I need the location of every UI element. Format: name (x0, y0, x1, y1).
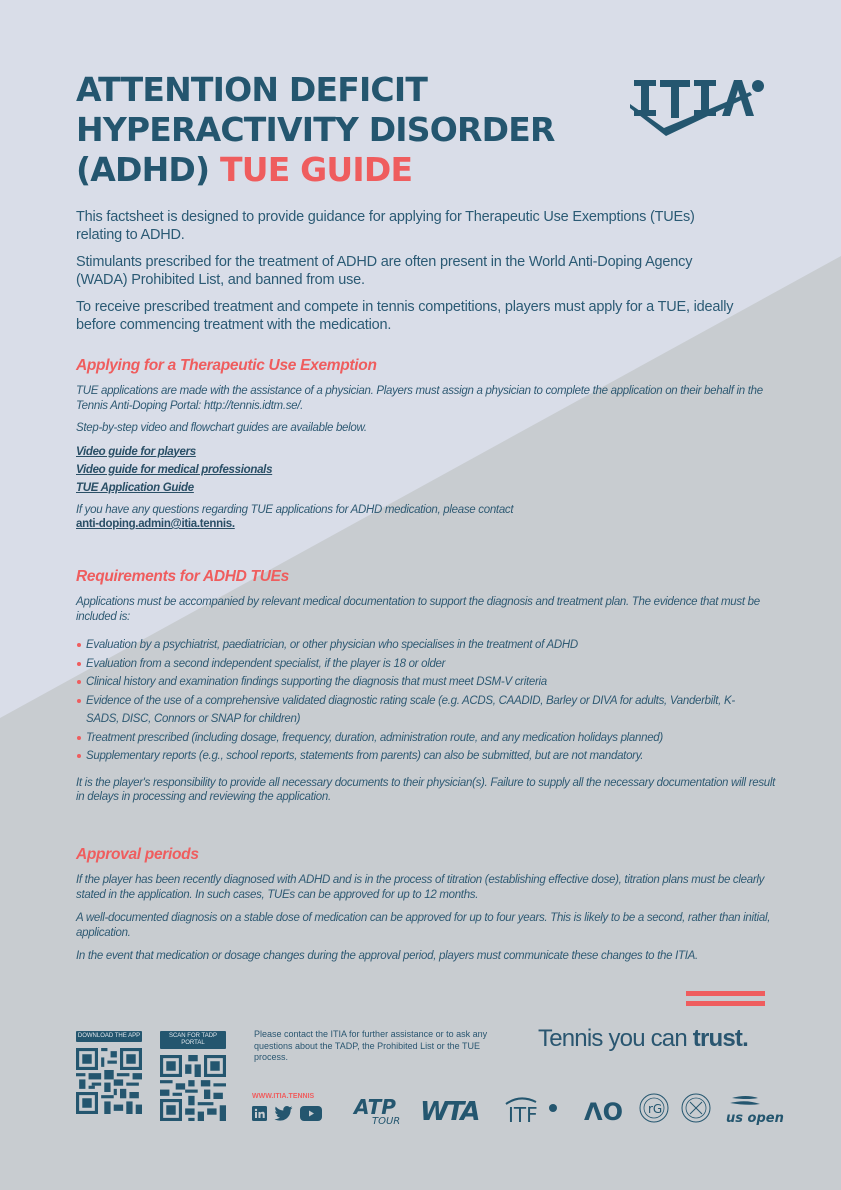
partner-logos (350, 1090, 784, 1130)
social-links (252, 1106, 322, 1121)
qr-label: DOWNLOAD THE APP (76, 1031, 142, 1042)
linkedin-icon[interactable] (252, 1106, 267, 1121)
applying-paragraph: TUE applications are made with the assistance of a physician. Players must assign a physician to complete the application on their behalf in the Tennis Anti-Doping Portal: http://tennis.idtm.se/. (76, 385, 763, 412)
footer-contact-text: Please contact the ITIA for further assistance or to ask any questions about the TADP, the Prohibited List or the TUE process. (254, 1029, 488, 1062)
title-line-2: HYPERACTIVITY DISORDER (76, 110, 555, 149)
list-item: Supplementary reports (e.g., school reports, statements from parents) can also be submitted, but are not mandatory. (76, 747, 776, 766)
intro-paragraph: To receive prescribed treatment and compete in tennis competitions, players must apply for a TUE, ideally before commencing treatment with the medication. (76, 299, 734, 333)
title-line-1: ATTENTION DEFICIT (76, 70, 428, 109)
list-item: Evaluation from a second independent specialist, if the player is 18 or older (76, 655, 776, 674)
qr-label: SCAN FOR TADP PORTAL (160, 1031, 226, 1049)
tagline-bold: trust. (692, 1025, 748, 1052)
us-open-logo (726, 1096, 784, 1126)
applying-paragraph: Step-by-step video and flowchart guides are available below. (76, 422, 367, 434)
tue-application-guide-link[interactable]: TUE Application Guide (76, 481, 194, 494)
applying-section (76, 357, 776, 532)
title-line-3: (ADHD) (76, 150, 220, 189)
qr-download-app[interactable] (76, 1031, 142, 1119)
approval-section (76, 846, 776, 972)
approval-paragraph: A well-documented diagnosis on a stable dose of medication can be approved for up to four years. This is likely to be a second, rather than initial, application. (76, 912, 771, 939)
requirements-intro: Applications must be accompanied by relevant medical documentation to support the diagnosis and treatment plan. The evidence that must be included is: (76, 596, 760, 623)
stripe (686, 991, 765, 996)
svg-text:WTA: WTA (420, 1097, 479, 1127)
tagline (538, 1025, 748, 1053)
intro-section (76, 208, 736, 343)
australian-open-logo (584, 1098, 623, 1126)
list-item: Treatment prescribed (including dosage, frequency, duration, administration route, and any medication holidays planned) (76, 729, 706, 748)
roland-garros-logo (640, 1094, 668, 1122)
svg-text:ΛO: ΛO (584, 1098, 623, 1126)
email-link[interactable]: anti-doping.admin@itia.tennis. (76, 518, 235, 530)
qr-tadp-portal[interactable] (160, 1031, 226, 1126)
decorative-stripes (686, 991, 765, 1011)
website-link[interactable]: WWW.ITIA.TENNIS (252, 1093, 315, 1100)
svg-text:TOUR: TOUR (372, 1116, 401, 1127)
itia-logo (630, 76, 770, 144)
video-guide-players-link[interactable]: Video guide for players (76, 445, 196, 458)
stripe (686, 1001, 765, 1006)
contact-paragraph (76, 503, 776, 532)
logo-ball (752, 80, 764, 92)
wimbledon-logo (682, 1094, 710, 1122)
requirements-heading: Requirements for ADHD TUEs (76, 568, 289, 585)
contact-text: If you have any questions regarding TUE applications for ADHD medication, please contact (76, 503, 514, 516)
youtube-icon[interactable] (300, 1106, 322, 1121)
requirements-closing: It is the player's responsibility to provide all necessary documents to their physician(s). Failure to supply all the necessary documentation will result in delays in processing and reviewing the application. (76, 776, 776, 803)
svg-text:us open: us open (726, 1111, 784, 1126)
approval-paragraph: In the event that medication or dosage changes during the approval period, players must communicate these changes to the ITIA. (76, 950, 698, 962)
intro-paragraph: Stimulants prescribed for the treatment of ADHD are often present in the World Anti-Doping Agency (WADA) Prohibited List, and banned from use. (76, 254, 693, 288)
svg-text:rG: rG (648, 1102, 663, 1116)
approval-paragraph: If the player has been recently diagnosed with ADHD and is in the process of titration (establishing effective dose), titration plans must be clearly stated in the application. In such cases, TUEs can be approved for up to 12 months. (76, 874, 765, 901)
twitter-icon[interactable] (274, 1106, 293, 1121)
video-guide-medical-link[interactable]: Video guide for medical professionals (76, 463, 273, 476)
svg-text:ITF: ITF (508, 1103, 538, 1127)
list-item: Evaluation by a psychiatrist, paediatrician, or other physician who specialises in the treatment of ADHD (76, 636, 776, 655)
tagline-text: Tennis you can (538, 1025, 693, 1052)
approval-heading: Approval periods (76, 846, 199, 863)
qr-code-icon[interactable] (160, 1055, 226, 1121)
wta-logo (420, 1097, 479, 1127)
list-item: Evidence of the use of a comprehensive validated diagnostic rating scale (e.g. ACDS, CAADID, Barley or DIVA for adults, Vanderbilt, K-SADS, DISC, Connors or SNAP for children) (76, 692, 736, 729)
requirements-list (76, 636, 776, 766)
itf-logo (506, 1098, 557, 1127)
list-item: Clinical history and examination findings supporting the diagnosis that must meet DSM-V criteria (76, 673, 776, 692)
svg-text:ATP: ATP (354, 1095, 396, 1119)
applying-heading: Applying for a Therapeutic Use Exemption (76, 357, 377, 374)
page-title (76, 70, 596, 190)
intro-paragraph: This factsheet is designed to provide guidance for applying for Therapeutic Use Exemptions (TUEs) relating to ADHD. (76, 209, 695, 243)
title-accent: TUE GUIDE (220, 150, 413, 189)
requirements-section (76, 568, 776, 813)
qr-code-icon[interactable] (76, 1048, 142, 1114)
atp-tour-logo (352, 1095, 400, 1127)
